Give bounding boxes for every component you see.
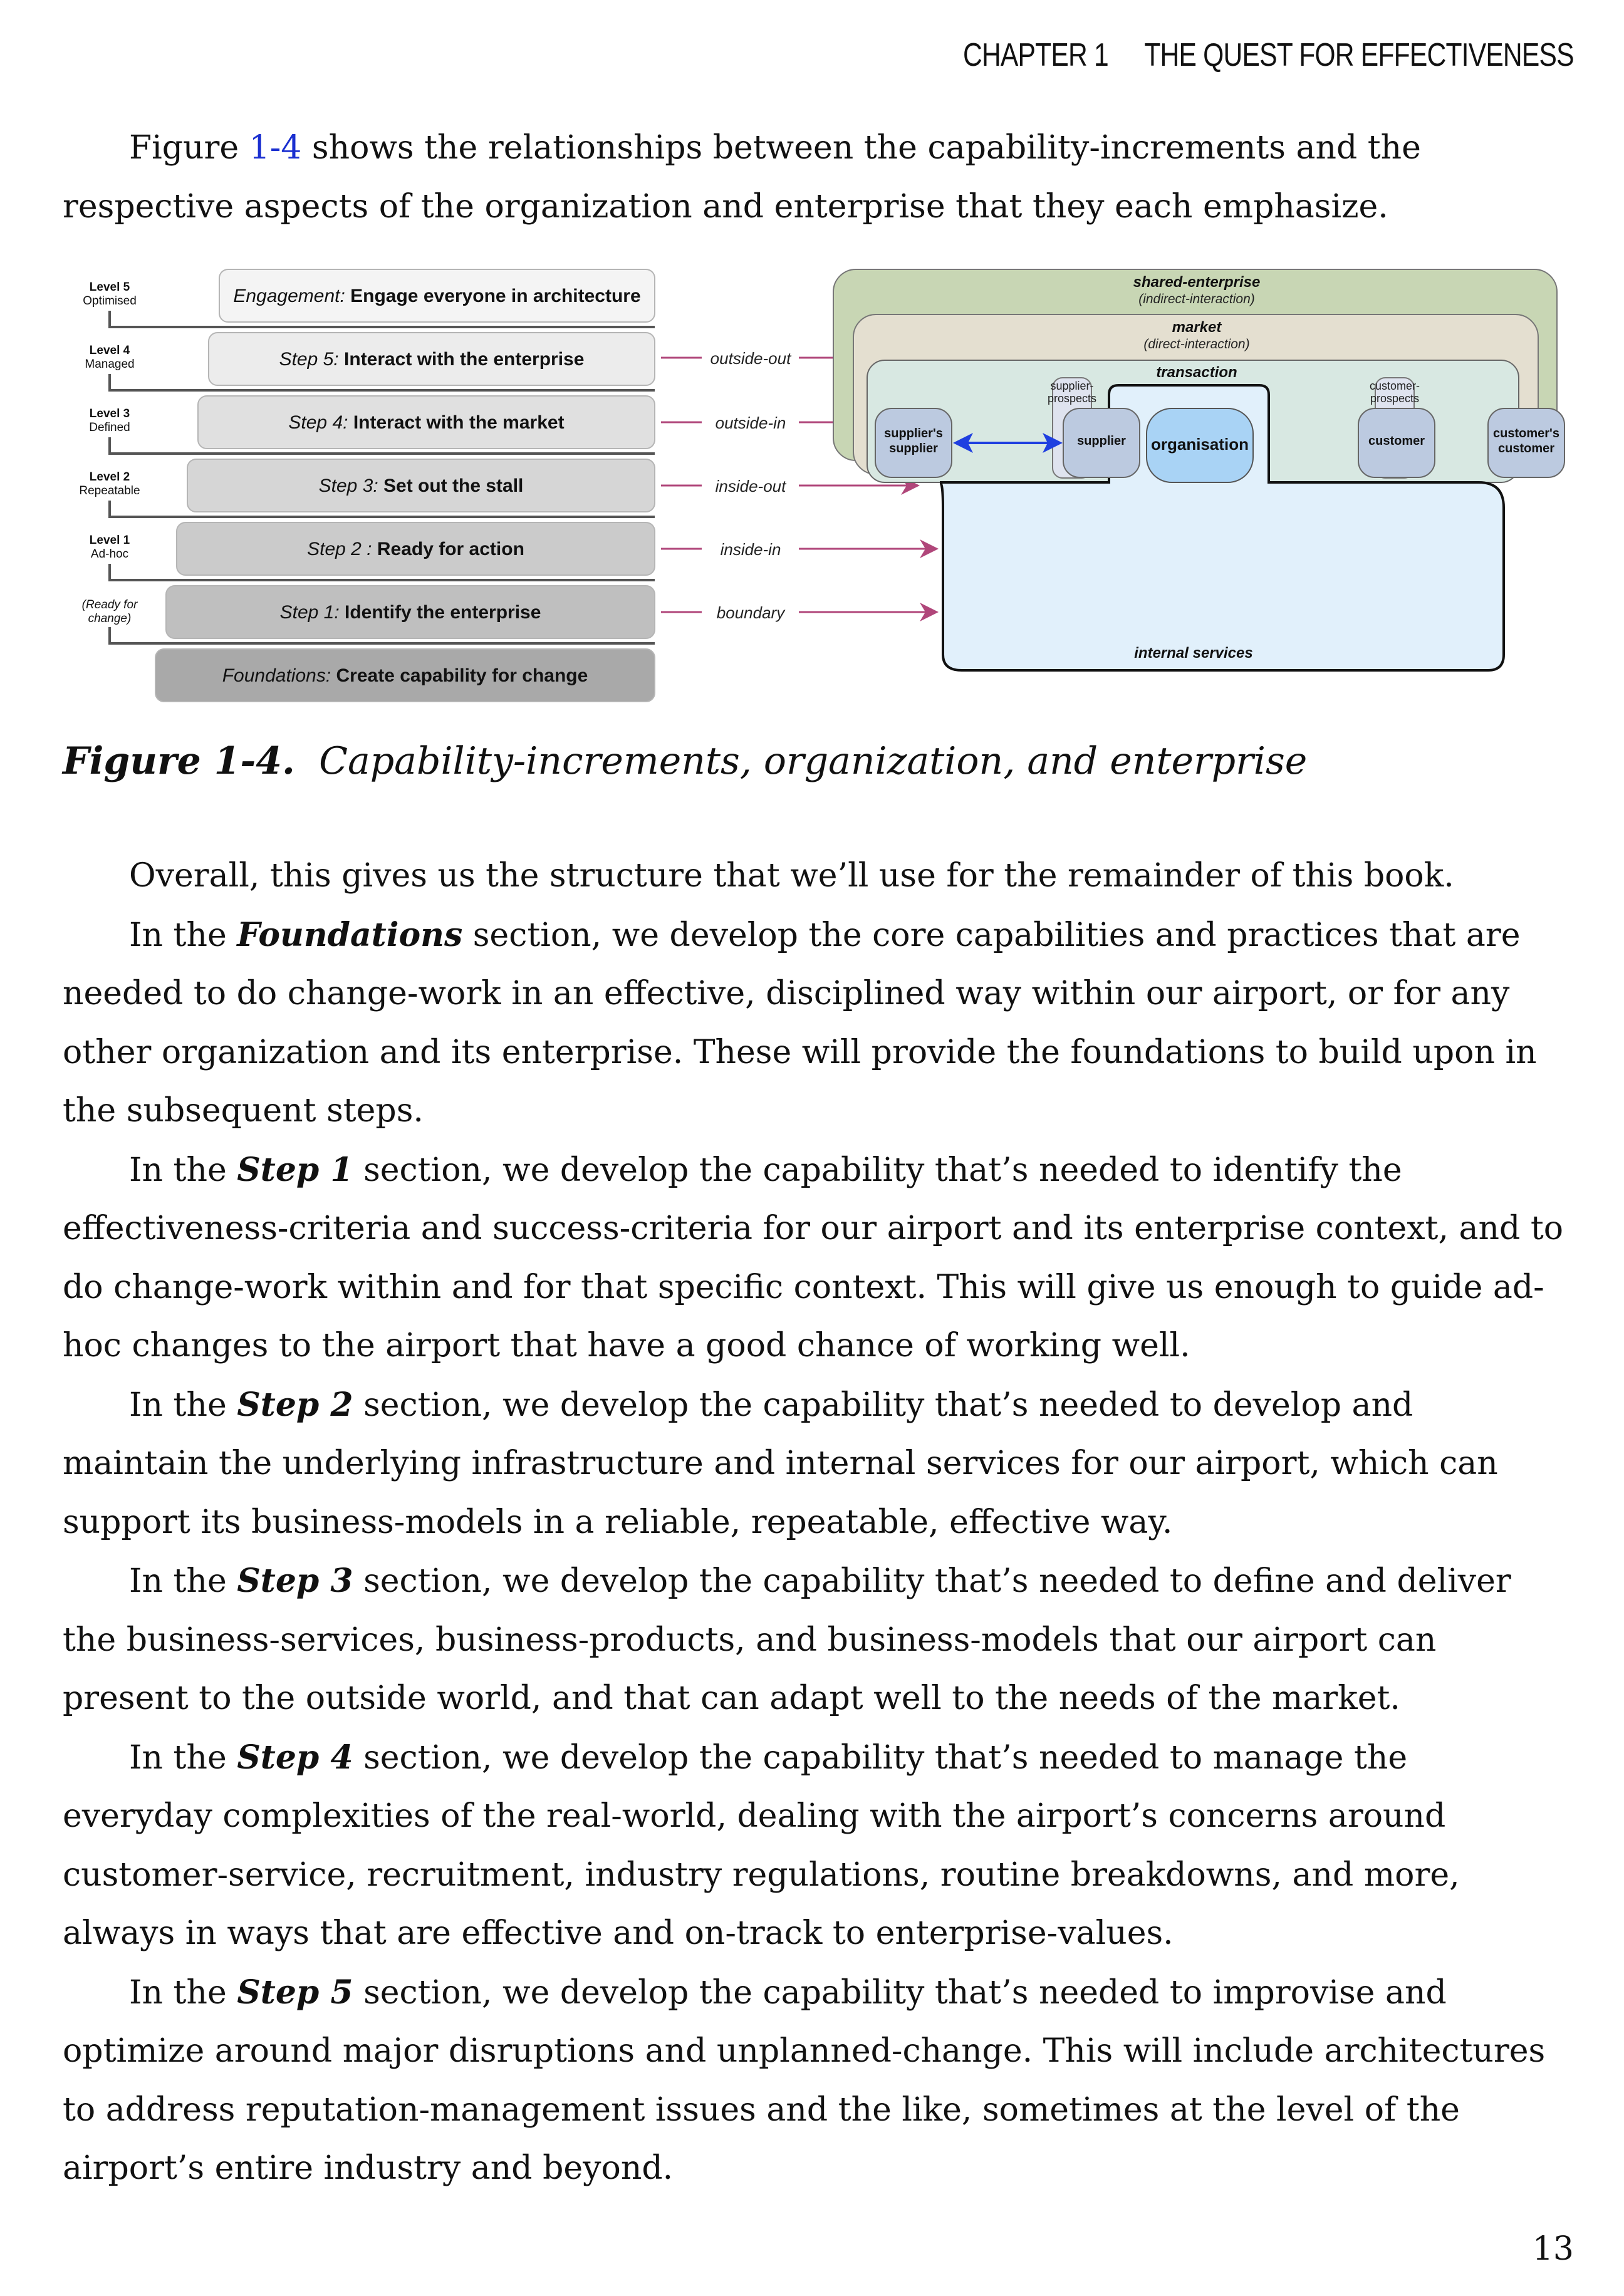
paragraph: Overall, this gives us the structure that we’ll use for the remainder of this book. — [129, 857, 1454, 895]
section-name: Step 3 — [237, 1562, 353, 1600]
level-title: Level 4 — [89, 344, 130, 357]
figure-caption — [63, 739, 1307, 783]
arrow-label: outside-in — [715, 413, 786, 432]
figure-1-4 — [63, 263, 1566, 714]
supplier-prospects-label: supplier- — [1050, 380, 1094, 392]
level-title: Level 1 — [89, 534, 130, 547]
step-label: Engagement: Engage everyone in architecture — [233, 286, 641, 306]
market-sub: (direct-interaction) — [1143, 337, 1250, 351]
supplier-prospects-label: prospects — [1047, 392, 1097, 405]
level-subtitle: Defined — [89, 421, 130, 434]
section-name: Foundations — [237, 915, 463, 954]
customers-customer-node-label: customer — [1497, 442, 1555, 455]
suppliers-supplier-node-label: supplier — [889, 442, 938, 455]
paragraph: In the Foundations section, we develop the core capabilities and practices that are needed to do change-work in an effective, disciplined way within our airport, or for any other organization and its enterprise. These will provide the foundations to build upon in the subsequent steps. — [63, 915, 1537, 1130]
caption-label: Figure 1-4. — [63, 739, 295, 783]
internal-services-label: internal services — [1134, 645, 1253, 662]
body-text — [63, 847, 1566, 2198]
level-subtitle: Managed — [85, 358, 135, 371]
arrow-label: boundary — [716, 603, 785, 622]
step-label: Step 5: Interact with the enterprise — [279, 349, 585, 370]
customers-customer-node-label: customer's — [1493, 427, 1559, 440]
organisation-label: organisation — [1150, 435, 1249, 454]
step-label: Step 3: Set out the stall — [318, 475, 524, 496]
market-title: market — [1172, 319, 1222, 336]
chapter-number: CHAPTER 1 — [963, 37, 1109, 73]
page-number: 13 — [1532, 2230, 1574, 2268]
step-label: Step 4: Interact with the market — [288, 412, 565, 433]
arrow-label: inside-in — [720, 540, 781, 559]
shared-enterprise-sub: (indirect-interaction) — [1138, 292, 1255, 306]
transaction-title: transaction — [1156, 364, 1237, 381]
figure-link[interactable]: 1-4 — [249, 129, 302, 167]
level-subtitle: Repeatable — [79, 484, 140, 497]
supplier-node-label: supplier — [1077, 434, 1126, 448]
level-title: Level 2 — [89, 470, 130, 484]
step-label: Step 2 : Ready for action — [307, 539, 524, 559]
arrow-label: outside-out — [710, 349, 791, 368]
paragraph: In the Step 5 section, we develop the capability that’s needed to improvise and optimize around major disruptions and unplanned-change. This will include architectures to address reputation-management issues and the like, sometimes at the level of the airport’s entire industry and beyond. — [63, 1973, 1546, 2187]
level-subtitle: Optimised — [83, 294, 137, 308]
paragraph: In the Step 4 section, we develop the capability that’s needed to manage the everyday complexities of the real-world, dealing with the airport’s concerns around customer-service, recruitment, industry regulations, routine breakdowns, and more, always in ways that are effective and on-track to enterprise-values. — [63, 1738, 1460, 1952]
shared-enterprise-title: shared-enterprise — [1133, 274, 1261, 291]
level-title: Level 3 — [89, 407, 130, 420]
step-label: Foundations: Create capability for change — [222, 665, 588, 686]
customer-prospects-label: prospects — [1370, 392, 1420, 405]
suppliers-supplier-node-label: supplier's — [884, 427, 943, 440]
level-title: Level 5 — [89, 281, 130, 294]
chapter-title: THE QUEST FOR EFFECTIVENESS — [1144, 37, 1574, 73]
paragraph: In the Step 1 section, we develop the capability that’s needed to identify the effectiveness-criteria and success-criteria for our airport and its enterprise context, and to do change-work within and for that specific context. This will give us enough to guide ad-hoc changes to the airport that have a good chance of working well. — [63, 1150, 1564, 1364]
caption-text: Capability-increments, organization, and enterprise — [319, 739, 1308, 783]
paragraph: In the Step 3 section, we develop the capability that’s needed to define and deliver the business-services, business-products, and business-models that our airport can present to the outside world, and that can adapt well to the needs of the market. — [63, 1562, 1511, 1717]
level-subtitle: change) — [88, 612, 132, 625]
customer-prospects-label: customer- — [1369, 380, 1420, 392]
intro-paragraph: Figure 1-4 shows the relationships between the capability-increments and the respective aspects of the organization and enterprise that they each emphasize. — [63, 129, 1421, 226]
section-name: Step 1 — [237, 1150, 353, 1189]
customer-node-label: customer — [1368, 434, 1425, 448]
section-name: Step 5 — [237, 1973, 353, 2012]
paragraph: In the Step 2 section, we develop the capability that’s needed to develop and maintain the underlying infrastructure and internal services for our airport, which can support its business-models in a reliable, repeatable, effective way. — [63, 1385, 1498, 1541]
arrow-label: inside-out — [715, 477, 786, 496]
running-head — [963, 36, 1574, 74]
level-subtitle: (Ready for — [81, 598, 138, 611]
level-subtitle: Ad-hoc — [90, 548, 129, 561]
section-name: Step 4 — [237, 1738, 353, 1777]
step-label: Step 1: Identify the enterprise — [279, 602, 541, 623]
section-name: Step 2 — [237, 1385, 353, 1424]
